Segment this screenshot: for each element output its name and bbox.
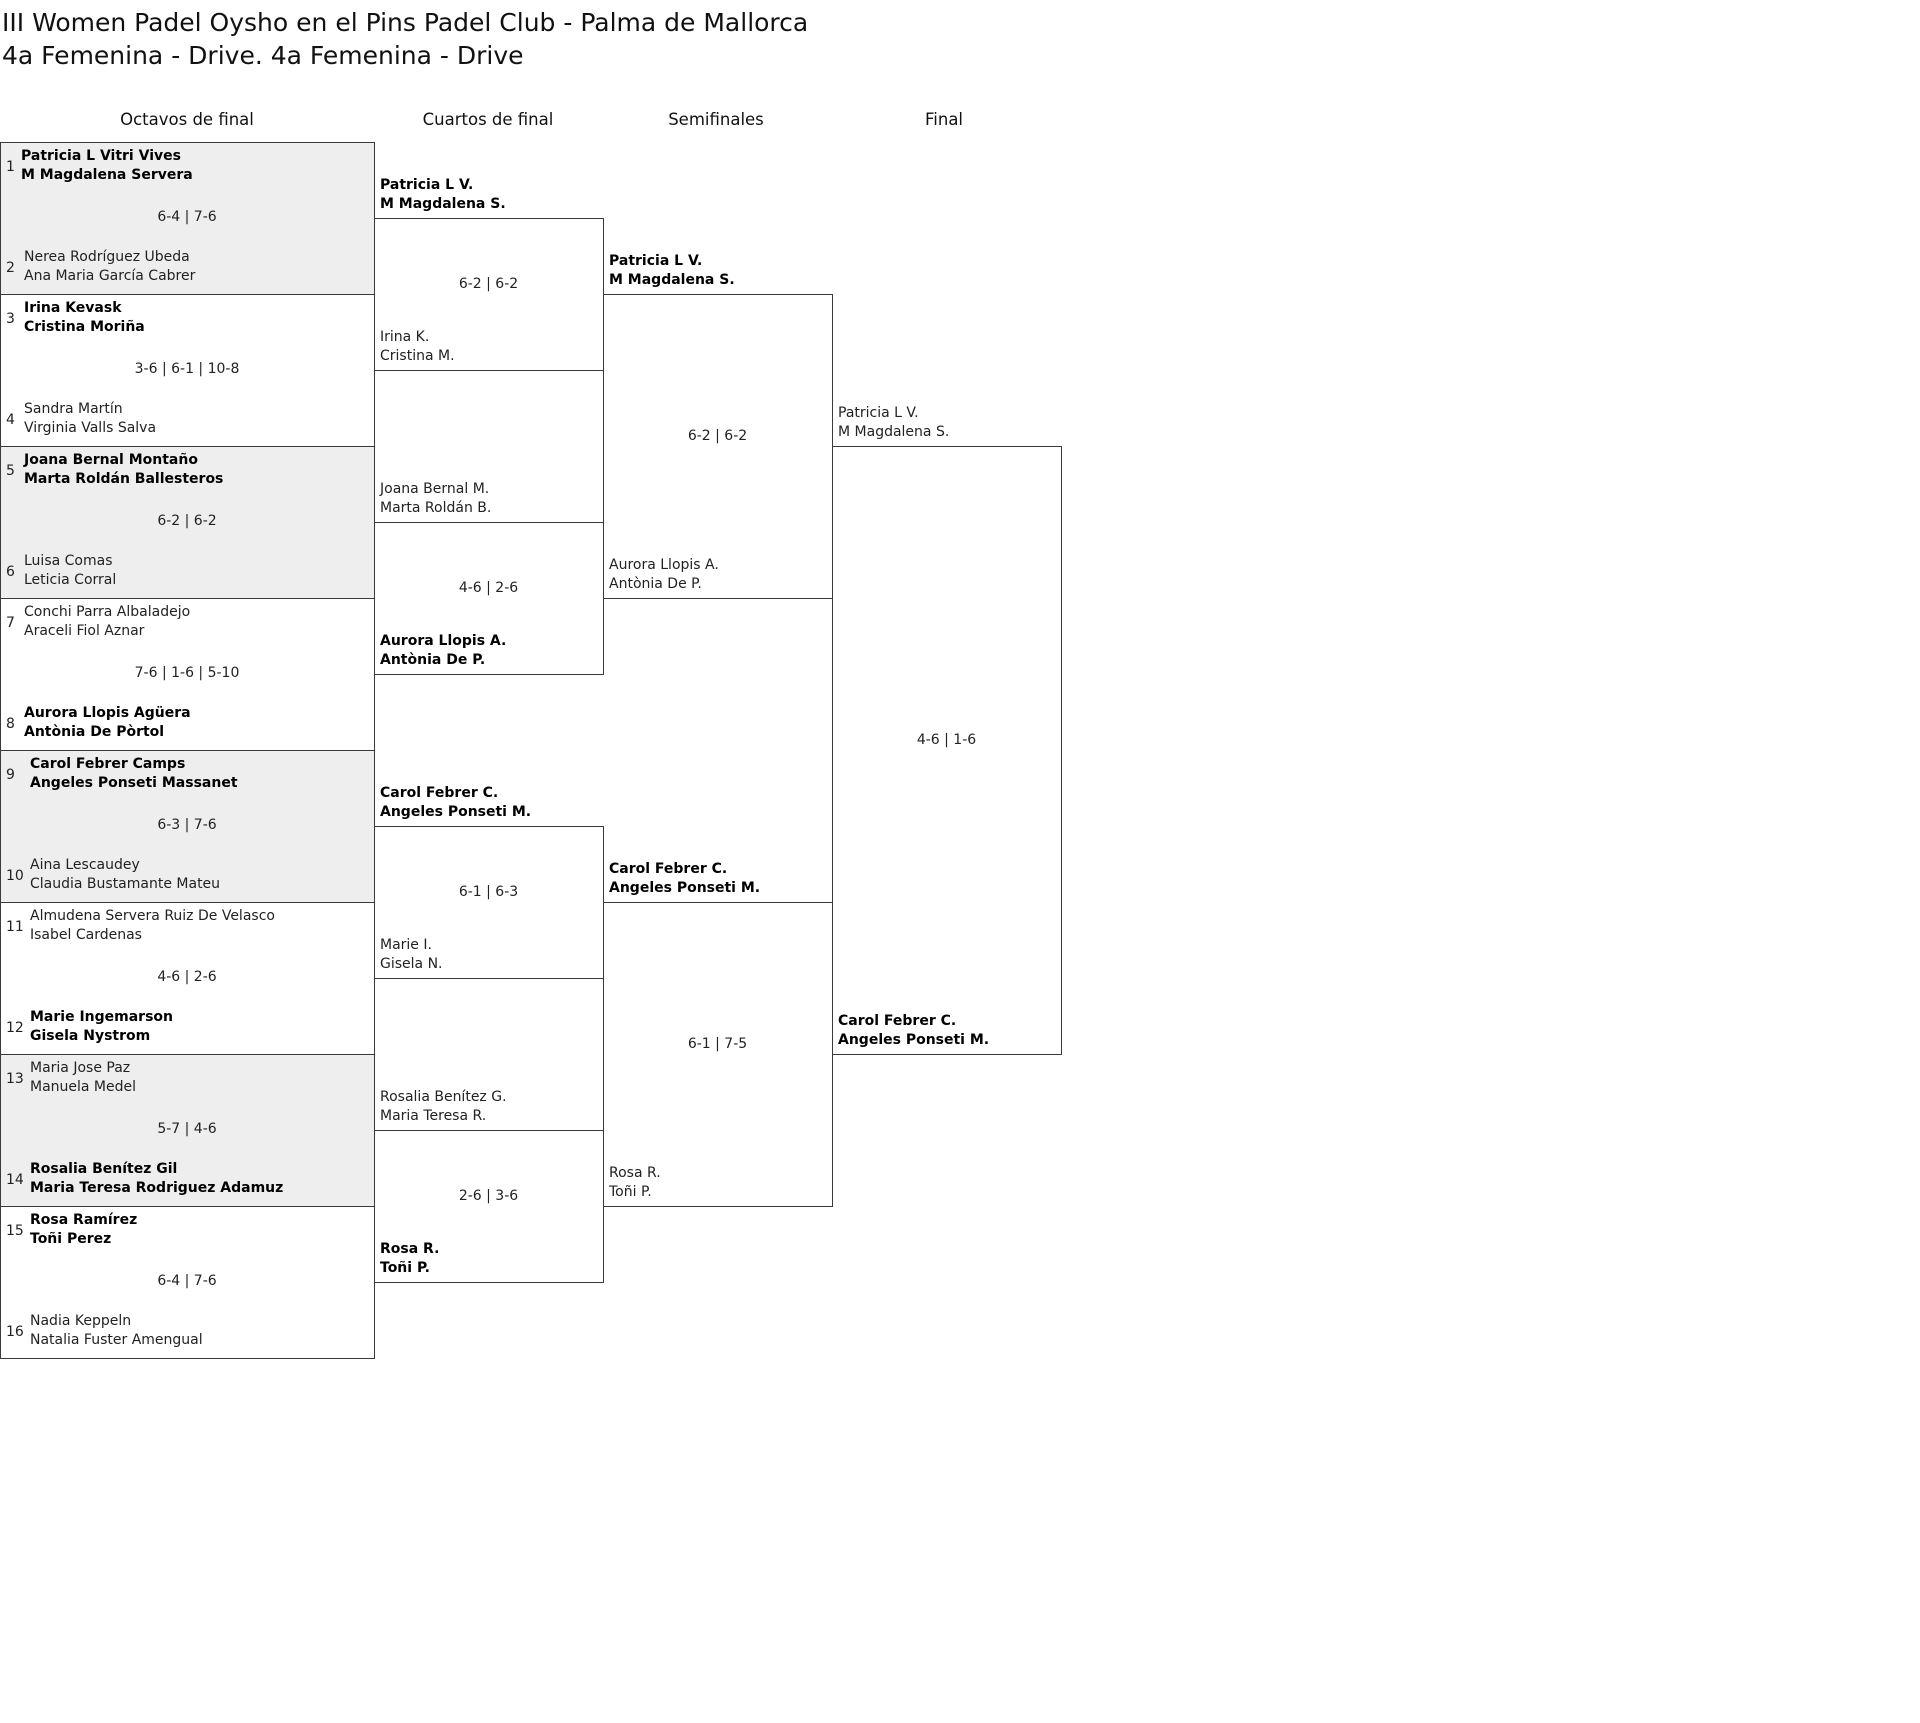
match-score: 6-3 | 7-6 (157, 817, 217, 833)
match-score: 6-4 | 7-6 (157, 1273, 217, 1289)
team-name: M Magdalena S. (609, 272, 735, 288)
player-name: Natalia Fuster Amengual (30, 1332, 203, 1348)
team-name: Angeles Ponseti M. (838, 1032, 990, 1048)
player-name: Luisa Comas (24, 553, 113, 569)
player-name: Manuela Medel (30, 1079, 137, 1095)
team-name: Patricia L V. (838, 405, 919, 421)
team-name: Gisela N. (380, 956, 443, 972)
seed-number: 5 (6, 463, 15, 479)
player-name: Cristina Moriña (24, 319, 145, 335)
team-name: Carol Febrer C. (838, 1013, 957, 1029)
team-name: Patricia L V. (380, 177, 474, 193)
player-name: Carol Febrer Camps (30, 756, 186, 772)
match-score: 6-2 | 6-2 (157, 513, 217, 529)
team-name: Antònia De P. (609, 576, 702, 592)
seed-number: 1 (6, 159, 15, 175)
match-score: 7-6 | 1-6 | 5-10 (134, 665, 240, 681)
team-name: Joana Bernal M. (380, 481, 490, 497)
player-name: Conchi Parra Albaladejo (24, 604, 191, 620)
player-name: Toñi Perez (30, 1231, 112, 1247)
seed-number: 10 (6, 868, 24, 884)
team-name: Carol Febrer C. (609, 861, 728, 877)
team-name: Marta Roldán B. (380, 500, 492, 516)
player-name: Maria Teresa Rodriguez Adamuz (30, 1180, 284, 1196)
player-name: M Magdalena Servera (21, 167, 193, 183)
team-name: Rosalia Benítez G. (380, 1089, 507, 1105)
category-title: 4a Femenina - Drive. 4a Femenina - Drive (2, 41, 524, 70)
team-name: M Magdalena S. (380, 196, 506, 212)
seed-number: 2 (6, 260, 15, 276)
player-name: Marta Roldán Ballesteros (24, 471, 224, 487)
seed-number: 15 (6, 1223, 24, 1239)
match-score: 4-6 | 2-6 (458, 579, 519, 596)
player-name: Sandra Martín (24, 401, 123, 417)
team-name: Rosa R. (609, 1165, 661, 1181)
seed-number: 6 (6, 564, 15, 580)
seed-number: 3 (6, 311, 15, 327)
seed-number: 16 (6, 1324, 24, 1340)
player-name: Maria Jose Paz (30, 1060, 131, 1076)
tournament-title: III Women Padel Oysho en el Pins Padel Club - Palma de Mallorca (2, 8, 809, 37)
seed-number: 14 (6, 1172, 24, 1188)
player-name: Aina Lescaudey (30, 857, 140, 873)
player-name: Aurora Llopis Agüera (24, 705, 191, 721)
player-name: Virginia Valls Salva (24, 420, 157, 436)
match-score: 6-4 | 7-6 (157, 209, 217, 225)
team-name: Irina K. (380, 329, 430, 345)
player-name: Irina Kevask (24, 300, 122, 316)
team-name: Patricia L V. (609, 253, 703, 269)
player-name: Rosa Ramírez (30, 1212, 138, 1228)
semis-box (603, 902, 833, 1207)
semis-box (603, 294, 833, 599)
player-name: Nerea Rodríguez Ubeda (24, 249, 190, 265)
match-score: 2-6 | 3-6 (458, 1187, 519, 1204)
seed-number: 9 (6, 767, 15, 783)
player-name: Rosalia Benítez Gil (30, 1161, 178, 1177)
team-name: Aurora Llopis A. (609, 557, 719, 573)
round-header: Semifinales (668, 110, 764, 129)
team-name: Rosa R. (380, 1241, 440, 1257)
team-name: M Magdalena S. (838, 424, 950, 440)
seed-number: 8 (6, 716, 15, 732)
match-score: 3-6 | 6-1 | 10-8 (134, 361, 240, 377)
team-name: Toñi P. (380, 1260, 430, 1276)
match-score: 6-1 | 7-5 (687, 1035, 748, 1052)
seed-number: 4 (6, 412, 15, 428)
seed-number: 13 (6, 1071, 24, 1087)
seed-number: 12 (6, 1020, 24, 1036)
team-name: Carol Febrer C. (380, 785, 499, 801)
match-score: 4-6 | 1-6 (916, 731, 977, 748)
player-name: Antònia De Pòrtol (24, 724, 165, 740)
team-name: Maria Teresa R. (380, 1108, 487, 1124)
round-header: Final (924, 110, 964, 129)
final-box (832, 446, 1062, 1055)
player-name: Angeles Ponseti Massanet (30, 775, 238, 791)
seed-number: 11 (6, 919, 24, 935)
player-name: Patricia L Vitri Vives (21, 148, 181, 164)
team-name: Toñi P. (609, 1184, 652, 1200)
player-name: Isabel Cardenas (30, 927, 142, 943)
player-name: Gisela Nystrom (30, 1028, 151, 1044)
player-name: Leticia Corral (24, 572, 117, 588)
match-score: 5-7 | 4-6 (157, 1121, 217, 1137)
player-name: Joana Bernal Montaño (24, 452, 198, 468)
team-name: Aurora Llopis A. (380, 633, 507, 649)
round-header: Cuartos de final (422, 110, 554, 129)
round-header: Octavos de final (120, 110, 254, 129)
player-name: Ana Maria García Cabrer (24, 268, 196, 284)
player-name: Almudena Servera Ruiz De Velasco (30, 908, 275, 924)
team-name: Marie I. (380, 937, 432, 953)
match-score: 4-6 | 2-6 (157, 969, 217, 985)
player-name: Marie Ingemarson (30, 1009, 174, 1025)
team-name: Antònia De P. (380, 652, 486, 668)
seed-number: 7 (6, 615, 15, 631)
player-name: Claudia Bustamante Mateu (30, 876, 221, 892)
team-name: Angeles Ponseti M. (609, 880, 761, 896)
match-score: 6-2 | 6-2 (458, 275, 519, 292)
match-score: 6-2 | 6-2 (687, 427, 748, 444)
player-name: Nadia Keppeln (30, 1313, 132, 1329)
player-name: Araceli Fiol Aznar (24, 623, 145, 639)
team-name: Cristina M. (380, 348, 455, 364)
match-score: 6-1 | 6-3 (458, 883, 519, 900)
team-name: Angeles Ponseti M. (380, 804, 532, 820)
